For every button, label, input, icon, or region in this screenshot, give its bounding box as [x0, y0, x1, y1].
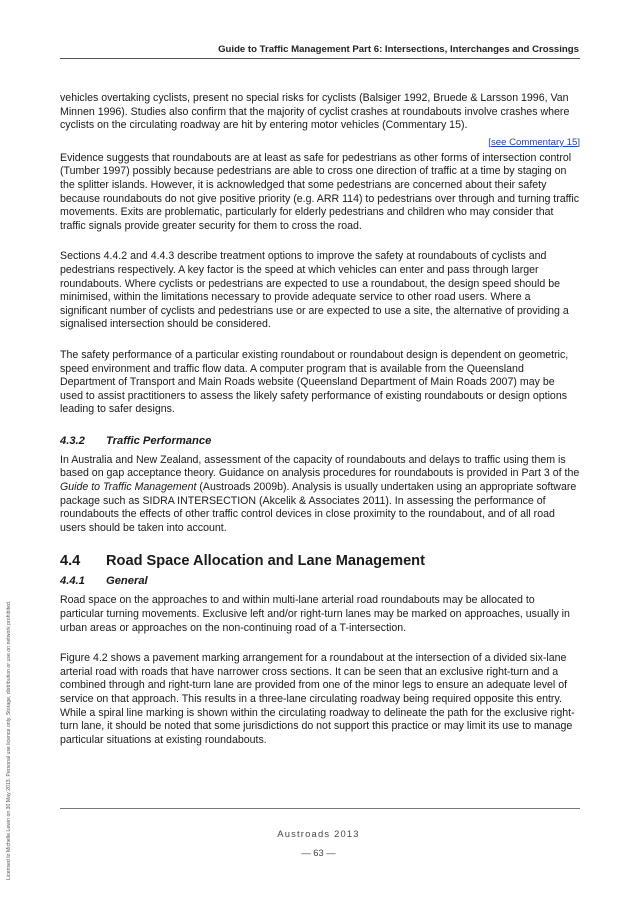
commentary-15-link[interactable]: [see Commentary 15]	[488, 136, 580, 148]
licence-watermark: Licensed to Michelle Lewin on 30 May 2013. Personal use licence only. Storage, distribution or use on network prohibited.	[6, 600, 12, 880]
section-number: 4.4	[60, 553, 81, 570]
paragraph-pedestrian-safety: Evidence suggests that roundabouts are at least as safe for pedestrians as other forms of intersection control (Tumber 1997) possibly because pedestrians are able to cross one direction of traffic at a time by staging on the splitter islands. However, it is acknowledged that some pedestrians are concerned about their safety because roundabouts do not give positive priority (e.g. ARR 114) to pedestrians over through and turning traffic movements. Exits are problematic, particularly for elderly pedestrians and children who may consider that traffic signals provide greater security for them to cross the road.	[60, 151, 580, 232]
paragraph-road-space: Road space on the approaches to and within multi-lane arterial road roundabouts may be allocated to particular turning movements. Exclusive left and/or right-turn lanes may be marked on approaches, usually in urban areas or approaches on the non-continuing road of a T-intersection.	[60, 594, 570, 634]
footer-organisation: Austroads 2013	[277, 828, 360, 839]
section-title: Traffic Performance	[106, 434, 212, 447]
footer-rule	[60, 808, 580, 809]
header-rule	[60, 58, 580, 59]
text-run: (Austroads 2009b). Analysis is usually undertaken using an appropriate software package such as SIDRA INTERSECTION (Akcelik & Associates 2011). In assessing the performance of roundabouts the effects of other traffic control devices in close proximity to the roundabout, and of all road users should be taken into account.	[60, 481, 577, 534]
paragraph-treatment-options: Sections 4.4.2 and 4.4.3 describe treatment options to improve the safety at roundabouts of cyclists and pedestrians respectively. A key factor is the speed at which vehicles can enter and pass through larger roundabouts. Where cyclists or pedestrians are expected to use a roundabout, the design speed should be minimised, within the limitations necessary to provide adequate service to other road users. Where a significant number of cyclists and pedestrians use or are expected to use a site, the alternative of providing a signalised intersection should be considered.	[60, 250, 569, 331]
page-content	[60, 92, 580, 764]
paragraph-figure-4-2: Figure 4.2 shows a pavement marking arrangement for a roundabout at the intersection of a divided six-lane arterial road with roads that have narrower cross sections. It can be seen that an exclusive right-turn and a combined through and right-turn lane are provided from one of the minor legs to ensure an adequate level of service on that approach. This results in a three-lane circulating roadway being required opposite this entry. While a spiral line marking is shown within the circulating roadway to delineate the path for the exclusive right-turn lane, it should be noted that some jurisdictions do not support this practice or may limit its use to manage particular situations at existing roundabouts.	[60, 652, 575, 746]
paragraph-traffic-performance	[60, 454, 580, 536]
section-number: 4.3.2	[60, 434, 85, 447]
section-heading-4-4-1	[60, 574, 580, 588]
section-number: 4.4.1	[60, 575, 85, 588]
running-header: Guide to Traffic Management Part 6: Intersections, Interchanges and Crossings	[218, 44, 579, 55]
text-run: In Australia and New Zealand, assessment of the capacity of roundabouts and delays to traffic using them is based on gap acceptance theory. Guidance on analysis procedures for roundabouts is provided in Part 3 of the	[60, 453, 580, 480]
paragraph-safety-performance: The safety performance of a particular existing roundabout or roundabout design is dependent on geometric, speed environment and traffic flow data. A computer program that is available from the Queensland Department of Transport and Main Roads website (Queensland Department of Main Roads 2007) may be used to assist practitioners to assess the likely safety performance of existing roundabouts or design options leading to safer designs.	[60, 348, 569, 416]
guide-title-italic: Guide to Traffic Management	[60, 481, 197, 494]
page-number: — 63 —	[301, 847, 336, 858]
section-heading-4-3-2	[60, 434, 580, 448]
paragraph-cyclist-crashes: vehicles overtaking cyclists, present no special risks for cyclists (Balsiger 1992, Bruede & Larsson 1996, Van Minnen 1996). Studies also confirm that the majority of cyclist crashes at roundabouts involve crashes where cyclists on the circulating roadway are hit by entering motor vehicles (Commentary 15).	[60, 92, 570, 132]
section-title: General	[106, 575, 148, 588]
section-heading-4-4	[60, 552, 580, 570]
section-title: Road Space Allocation and Lane Management	[106, 553, 425, 570]
